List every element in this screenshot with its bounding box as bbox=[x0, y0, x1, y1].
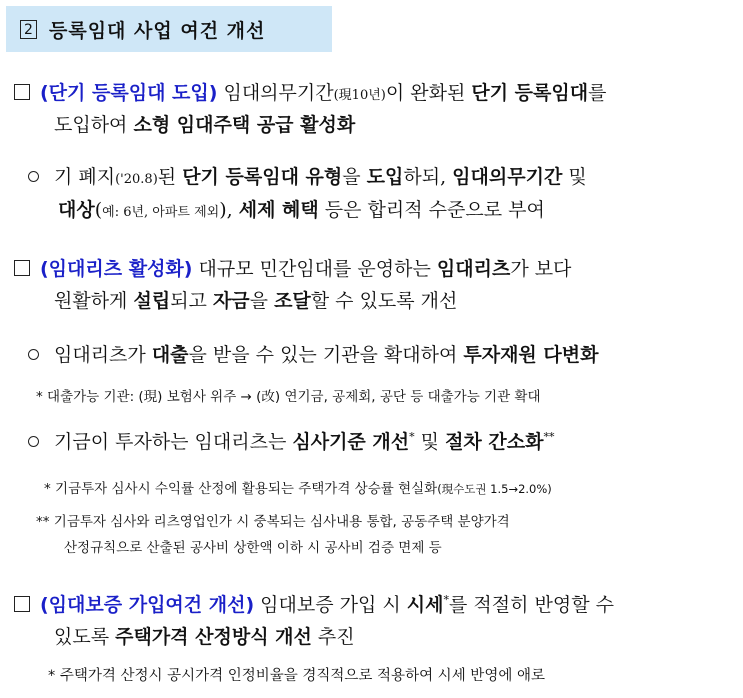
item-1-line-1: (단기 등록임대 도입) 임대의무기간(現10년)이 완화된 단기 등록임대를 bbox=[14, 76, 606, 113]
item-2-bullet-1: 임대리츠가 대출을 받을 수 있는 기관을 확대하여 투자재원 다변화 bbox=[28, 338, 598, 372]
square-bullet-icon bbox=[14, 84, 30, 100]
item-2-bullet-2-note-1: * 기금투자 심사시 수익률 산정에 활용되는 주택가격 상승률 현실화(現수도권 1.5→2.0%) bbox=[44, 481, 552, 497]
item-3-line-1: (임대보증 가입여건 개선) 임대보증 가입 시 시세*를 적절히 반영할 수 bbox=[14, 588, 614, 622]
item-3-note: * 주택가격 산정시 공시가격 인정비율을 경직적으로 적용하여 시세 반영에 애로 bbox=[48, 668, 545, 684]
section-title: 등록임대 사업 여건 개선 bbox=[49, 19, 266, 42]
circle-bullet-icon bbox=[28, 436, 39, 447]
item-2-tag: (임대리츠 활성화) bbox=[40, 258, 193, 280]
item-2-bullet-2-note-2-line-2: 산정규칙으로 산출된 공사비 상한액 이하 시 공사비 검증 면제 등 bbox=[64, 540, 442, 556]
item-1-bullet-line-1: 기 폐지('20.8)된 단기 등록임대 유형을 도입하되, 임대의무기간 및 bbox=[28, 160, 587, 197]
item-3-tag: (임대보증 가입여건 개선) bbox=[40, 594, 255, 616]
circle-bullet-icon bbox=[28, 171, 39, 182]
item-2-bullet-2: 기금이 투자하는 임대리츠는 심사기준 개선* 및 절차 간소화** bbox=[28, 425, 554, 459]
square-bullet-icon bbox=[14, 260, 30, 276]
circle-bullet-icon bbox=[28, 349, 39, 360]
item-1-bullet-line-2: 대상(예: 6년, 아파트 제외), 세제 혜택 등은 합리적 수준으로 부여 bbox=[58, 199, 545, 221]
item-1-tag: (단기 등록임대 도입) bbox=[40, 82, 218, 104]
item-2-bullet-2-note-2-line-1: ** 기금투자 심사와 리츠영업인가 시 중복되는 심사내용 통합, 공동주택 분양가격 bbox=[36, 514, 510, 530]
section-number: 2 bbox=[20, 20, 37, 39]
item-1-line-2: 도입하여 소형 임대주택 공급 활성화 bbox=[54, 114, 356, 136]
item-2-bullet-1-note: * 대출가능 기관: (現) 보험사 위주 → (改) 연기금, 공제회, 공단 등 대출가능 기관 확대 bbox=[36, 389, 541, 405]
item-2-line-2: 원활하게 설립되고 자금을 조달할 수 있도록 개선 bbox=[54, 290, 458, 312]
item-3-line-2: 있도록 주택가격 산정방식 개선 추진 bbox=[54, 626, 355, 648]
item-2-line-1: (임대리츠 활성화) 대규모 민간임대를 운영하는 임대리츠가 보다 bbox=[14, 252, 571, 286]
square-bullet-icon bbox=[14, 596, 30, 612]
section-header bbox=[6, 6, 332, 52]
